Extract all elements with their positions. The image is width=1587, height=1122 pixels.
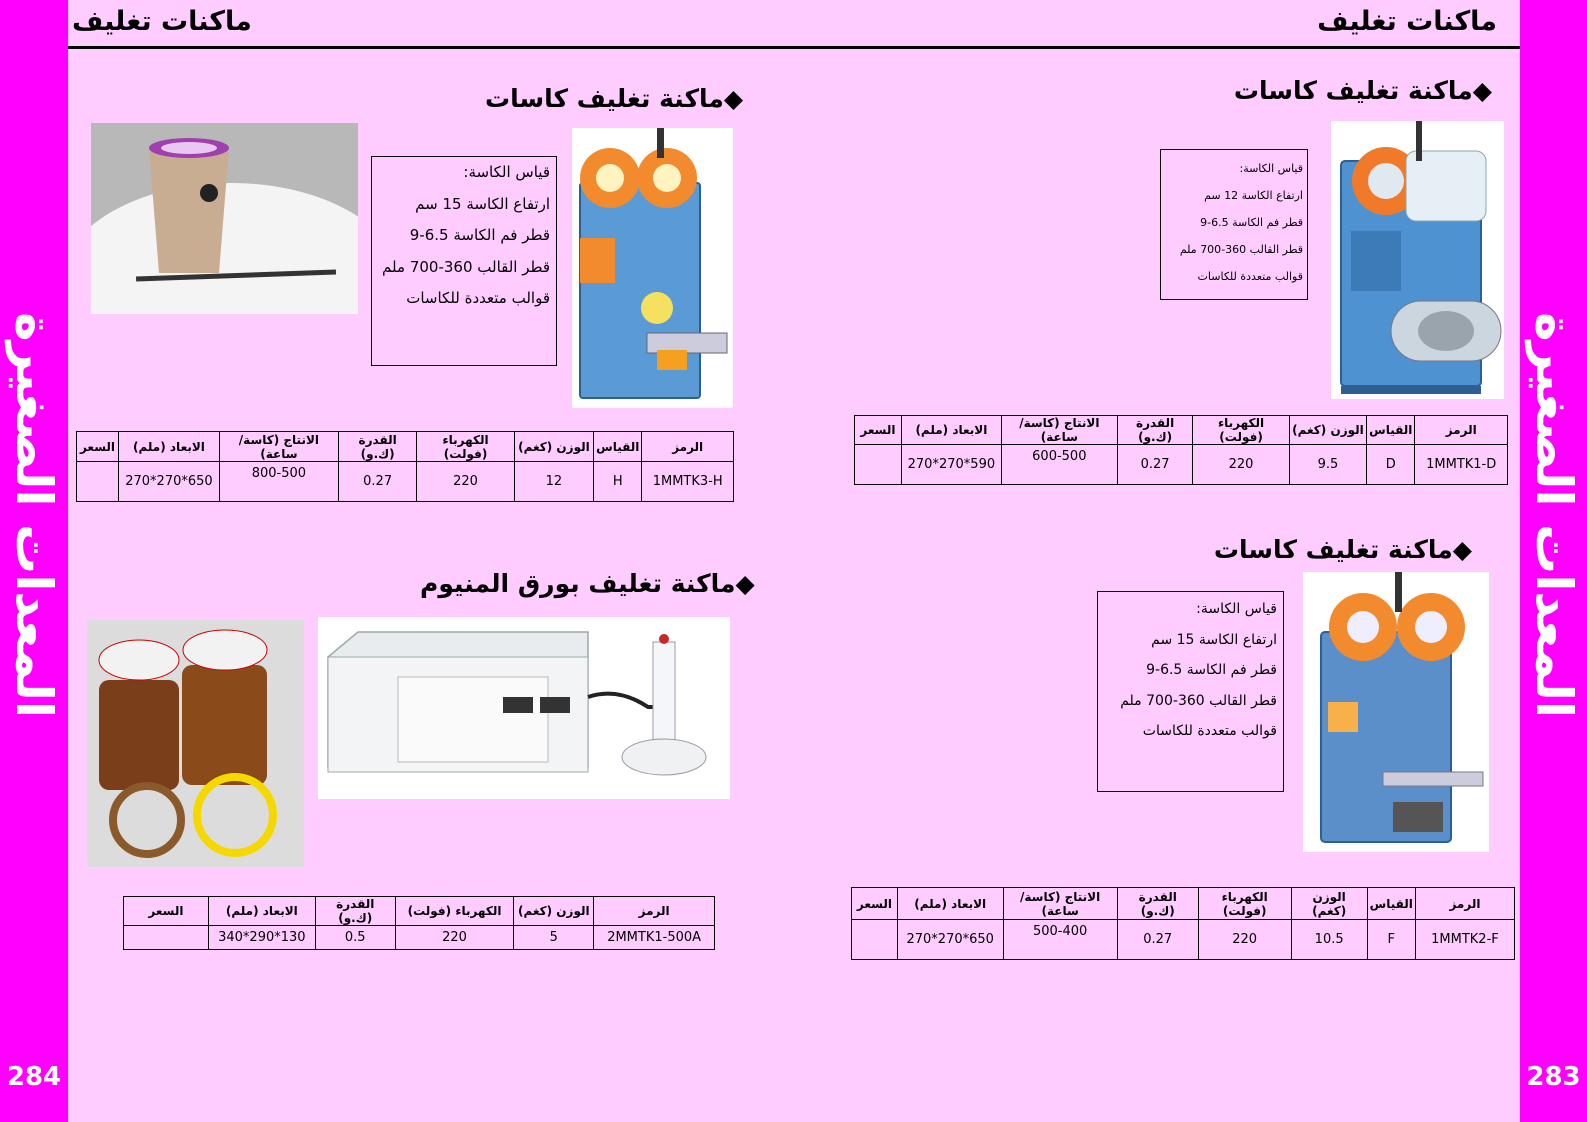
spec-table-1: [854, 415, 1508, 485]
col-header: القدرة (ك.و): [1117, 416, 1193, 445]
col-header: الانتاج (كاسة/ساعة): [1001, 416, 1117, 445]
cell-price: [855, 445, 902, 485]
cell-voltage: 220: [417, 462, 514, 502]
cell-power: 0.5: [315, 926, 395, 950]
col-header: الوزن (كغم): [514, 897, 594, 926]
cell-power: 0.27: [1117, 445, 1193, 485]
spec-line: ارتفاع الكاسة 15 سم: [415, 194, 550, 213]
spec-box-3: [371, 156, 557, 366]
cell-production: 800-500: [219, 462, 338, 502]
col-header: الرمز: [594, 897, 715, 926]
spec-line: قطر فم الكاسة 6.5-9: [409, 226, 550, 244]
spec-line: ارتفاع الكاسة 15 سم: [1151, 631, 1277, 648]
cell-price: [124, 926, 209, 950]
col-header: الرمز: [1415, 416, 1508, 445]
col-header: القدرة (ك.و): [1117, 888, 1198, 920]
table-row: [124, 926, 715, 950]
cell-code: 2MMTK1-500A: [594, 926, 715, 950]
cell-code: 1MMTK2-F: [1415, 920, 1514, 960]
col-header: السعر: [852, 888, 898, 920]
cell-weight: 10.5: [1291, 920, 1367, 960]
cell-weight: 9.5: [1289, 445, 1366, 485]
cell-power: 0.27: [338, 462, 417, 502]
cell-size: H: [594, 462, 642, 502]
spec-line: قوالب متعددة للكاسات: [1197, 270, 1303, 283]
cell-voltage: 220: [395, 926, 514, 950]
cell-code: 1MMTK3-H: [642, 462, 734, 502]
col-header: الرمز: [642, 432, 734, 462]
product-title-4: ◆ماكنة تغليف بورق المنيوم: [420, 569, 755, 598]
right-sidebar: [1520, 0, 1587, 1122]
sidebar-text-left: المعدات الصغيرة: [5, 312, 63, 718]
spec-box-1: [1160, 149, 1308, 300]
col-header: الوزن (كغم): [1289, 416, 1366, 445]
cup-sealer-image-2: [1303, 572, 1489, 852]
spec-line: قوالب متعددة للكاسات: [1142, 723, 1277, 739]
col-header: الابعاد (ملم): [901, 416, 1001, 445]
cell-code: 1MMTK1-D: [1415, 445, 1508, 485]
page-number-left: 284: [6, 1062, 62, 1092]
col-header: السعر: [77, 432, 119, 462]
col-header: الانتاج (كاسة/ساعة): [219, 432, 338, 462]
spec-line: قياس الكاسة:: [1196, 601, 1277, 617]
induction-sealer-image: [318, 617, 730, 799]
col-header: القدرة (ك.و): [338, 432, 417, 462]
cell-voltage: 220: [1193, 445, 1289, 485]
col-header: الابعاد (ملم): [208, 897, 315, 926]
col-header: السعر: [124, 897, 209, 926]
cup-sealer-image-1: [1331, 121, 1504, 399]
col-header: الانتاج (كاسة/ساعة): [1003, 888, 1117, 920]
spec-line: قطر القالب 360-700 ملم: [382, 257, 550, 276]
product-title-2: ◆ماكنة تغليف كاسات: [1213, 535, 1472, 564]
jars-photo: [87, 620, 304, 867]
cell-dimensions: 650*270*270: [897, 920, 1003, 960]
spec-line: قياس الكاسة:: [1239, 162, 1303, 175]
table-row: [852, 920, 1515, 960]
spec-table-3: [76, 431, 734, 502]
left-sidebar: [0, 0, 68, 1122]
spec-line: قطر القالب 360-700 ملم: [1120, 692, 1277, 709]
col-header: الابعاد (ملم): [119, 432, 220, 462]
cell-production: 600-500: [1001, 445, 1117, 485]
col-header: الوزن (كغم): [1291, 888, 1367, 920]
col-header: السعر: [855, 416, 902, 445]
header-title-right: ماكنات تغليف: [1317, 6, 1497, 37]
cell-weight: 5: [514, 926, 594, 950]
table-row: [77, 462, 734, 502]
header-rule: [68, 46, 1520, 49]
col-header: القياس: [1367, 416, 1415, 445]
spec-table-2: [851, 887, 1515, 960]
spec-line: قياس الكاسة:: [463, 163, 550, 181]
cell-size: D: [1367, 445, 1415, 485]
col-header: القدرة (ك.و): [315, 897, 395, 926]
col-header: الابعاد (ملم): [897, 888, 1003, 920]
spec-line: قوالب متعددة للكاسات: [406, 289, 550, 307]
cell-price: [77, 462, 119, 502]
spec-line: قطر فم الكاسة 6.5-9: [1146, 662, 1277, 678]
product-title-3: ◆ماكنة تغليف كاسات: [485, 84, 744, 113]
cell-dimensions: 590*270*270: [901, 445, 1001, 485]
table-row: [855, 445, 1508, 485]
page-number-right: 283: [1526, 1062, 1581, 1092]
col-header: القياس: [594, 432, 642, 462]
spec-table-4: [123, 896, 715, 950]
cell-weight: 12: [514, 462, 593, 502]
cell-power: 0.27: [1117, 920, 1198, 960]
col-header: الكهرباء (فولت): [1193, 416, 1289, 445]
col-header: الرمز: [1415, 888, 1514, 920]
col-header: الوزن (كغم): [514, 432, 593, 462]
spec-line: ارتفاع الكاسة 12 سم: [1204, 189, 1303, 202]
spec-line: قطر القالب 360-700 ملم: [1179, 243, 1303, 256]
spec-box-2: [1097, 591, 1284, 792]
header-title-left: ماكنات تغليف: [72, 6, 252, 37]
cell-voltage: 220: [1198, 920, 1291, 960]
col-header: الكهرباء (فولت): [417, 432, 514, 462]
cell-dimensions: 130*290*340: [208, 926, 315, 950]
col-header: القياس: [1367, 888, 1415, 920]
col-header: الكهرباء (فولت): [395, 897, 514, 926]
cell-price: [852, 920, 898, 960]
cell-dimensions: 650*270*270: [119, 462, 220, 502]
col-header: الكهرباء (فولت): [1198, 888, 1291, 920]
cell-production: 500-400: [1003, 920, 1117, 960]
cell-size: F: [1367, 920, 1415, 960]
sealed-cup-photo: [91, 123, 358, 314]
cup-sealer-image-3: [572, 128, 733, 408]
sidebar-text-right: المعدات الصغيرة: [1525, 312, 1583, 718]
product-title-1: ◆ماكنة تغليف كاسات: [1233, 76, 1492, 105]
spec-line: قطر فم الكاسة 6.5-9: [1200, 216, 1303, 229]
